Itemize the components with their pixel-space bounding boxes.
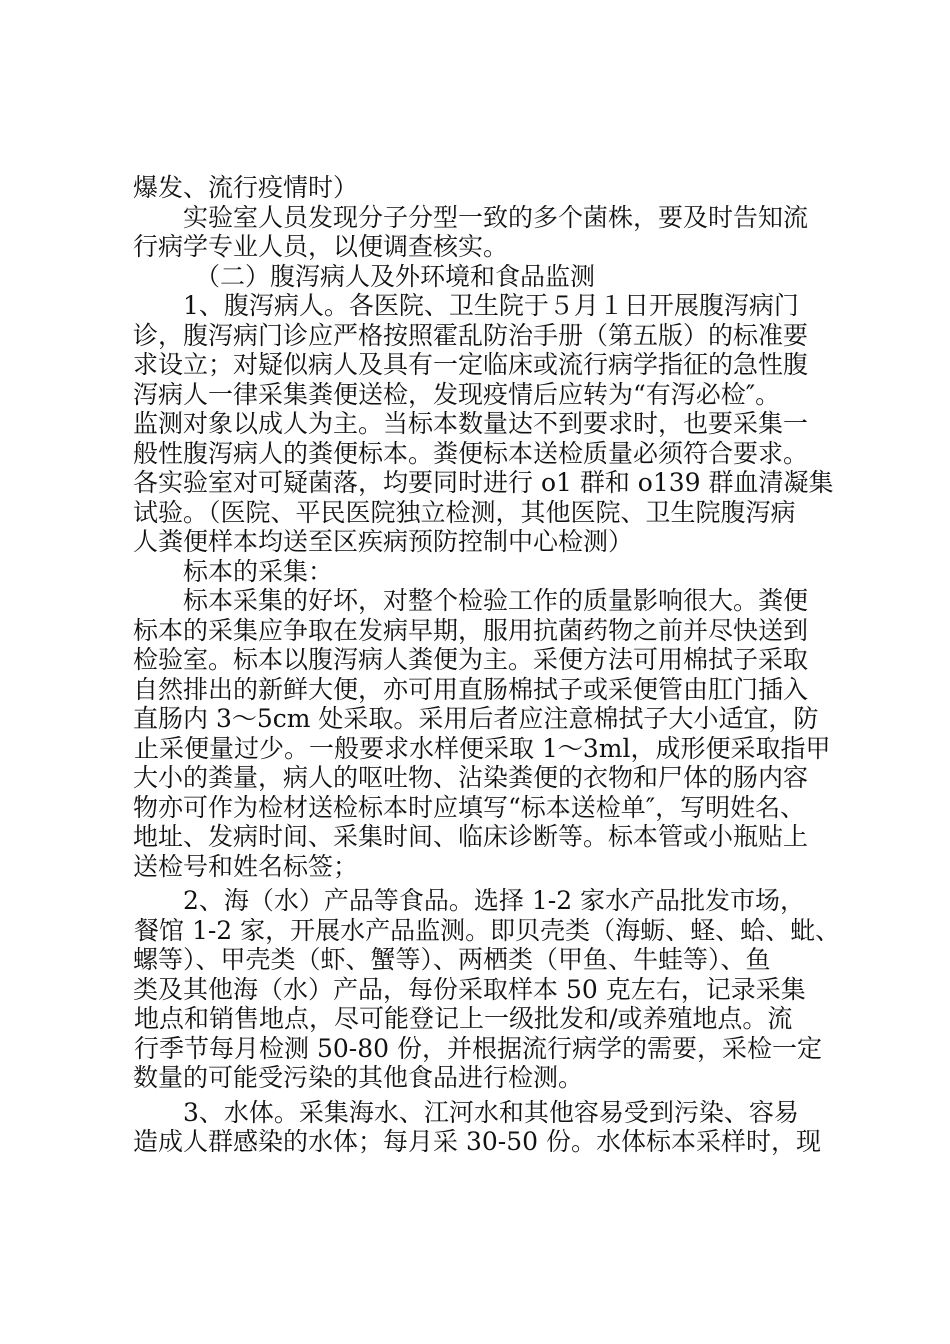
- paragraph-first-line: 2、海（水）产品等食品。选择 1-2 家水产品批发市场，: [183, 886, 806, 915]
- text-line: 自然排出的新鲜大便，亦可用直肠棉拭子或采便管由肛门插入: [133, 674, 809, 704]
- text-line: 大小的粪量，病人的呕吐物、沾染粪便的衣物和尸体的肠内容: [133, 763, 809, 792]
- text-line: 行病学专业人员，以便调查核实。: [133, 232, 509, 261]
- paragraph-first-line: 1、腹泻病人。各医院、卫生院于５月１日开展腹泻病门: [183, 291, 799, 320]
- paragraph-first-line: 实验室人员发现分子分型一致的多个菌株，要及时告知流: [183, 202, 809, 232]
- text-line: 类及其他海（水）产品，每份采取样本 50 克左右，记录采集: [133, 974, 806, 1004]
- subheading: 标本的采集：: [183, 556, 334, 586]
- text-line: 泻病人一律采集粪便送检，发现疫情后应转为“有泻必检″。: [133, 379, 781, 409]
- text-line: 爆发、流行疫情时）: [133, 173, 359, 202]
- section-heading: （二）腹泻病人及外环境和食品监测: [195, 261, 596, 291]
- text-line: 地点和销售地点，尽可能登记上一级批发和/或养殖地点。流: [134, 1004, 793, 1033]
- paragraph-first-line: 3、水体。采集海水、江河水和其他容易受到污染、容易: [183, 1097, 799, 1127]
- text-line: 般性腹泻病人的粪便标本。粪便标本送检质量必须符合要求。: [133, 438, 809, 468]
- text-line: 螺等）、甲壳类（虾、蟹等）、两栖类（甲鱼、牛蛙等）、鱼: [133, 945, 771, 974]
- text-line: 检验室。标本以腹泻病人粪便为主。采便方法可用棉拭子采取: [133, 645, 809, 674]
- text-line: 餐馆 1-2 家，开展水产品监测。即贝壳类（海蛎、蛏、蛤、蚍、: [134, 915, 841, 945]
- text-line: 止采便量过少。一般要求水样便采取 1～3ml，成形便采取指甲: [134, 733, 831, 763]
- text-line: 标本的采集应争取在发病早期，服用抗菌药物之前并尽快送到: [133, 615, 809, 645]
- text-line: 试验。（医院、平民医院独立检测，其他医院、卫生院腹泻病: [133, 497, 796, 527]
- text-line: 数量的可能受污染的其他食品进行检测。: [133, 1063, 584, 1092]
- document-page: [133, 173, 841, 1157]
- text-line: 直肠内 3～5cm 处采取。采用后者应注意棉拭子大小适宜，防: [133, 704, 819, 733]
- text-line: 监测对象以成人为主。当标本数量达不到要求时，也要采集一: [133, 409, 809, 438]
- text-line: 诊，腹泻病门诊应严格按照霍乱防治手册（第五版）的标准要: [133, 320, 809, 350]
- text-line: 物亦可作为检材送检标本时应填写“标本送检单″，写明姓名、: [133, 792, 806, 822]
- text-line: 造成人群感染的水体；每月采 30-50 份。水体标本采样时，现: [133, 1127, 821, 1156]
- text-line: 各实验室对可疑菌落，均要同时进行 o1 群和 o139 群血清凝集: [133, 468, 834, 497]
- text-line: 送检号和姓名标签；: [133, 851, 359, 881]
- text-line: 人粪便样本均送至区疾病预防控制中心检测）: [133, 527, 634, 556]
- paragraph-first-line: 标本采集的好坏，对整个检验工作的质量影响很大。粪便: [183, 586, 809, 615]
- text-line: 地址、发病时间、采集时间、临床诊断等。标本管或小瓶贴上: [133, 822, 809, 851]
- text-line: 求设立；对疑似病人及具有一定临床或流行病学指征的急性腹: [133, 350, 809, 379]
- text-line: 行季节每月检测 50-80 份，并根据流行病学的需要，采检一定: [134, 1033, 822, 1063]
